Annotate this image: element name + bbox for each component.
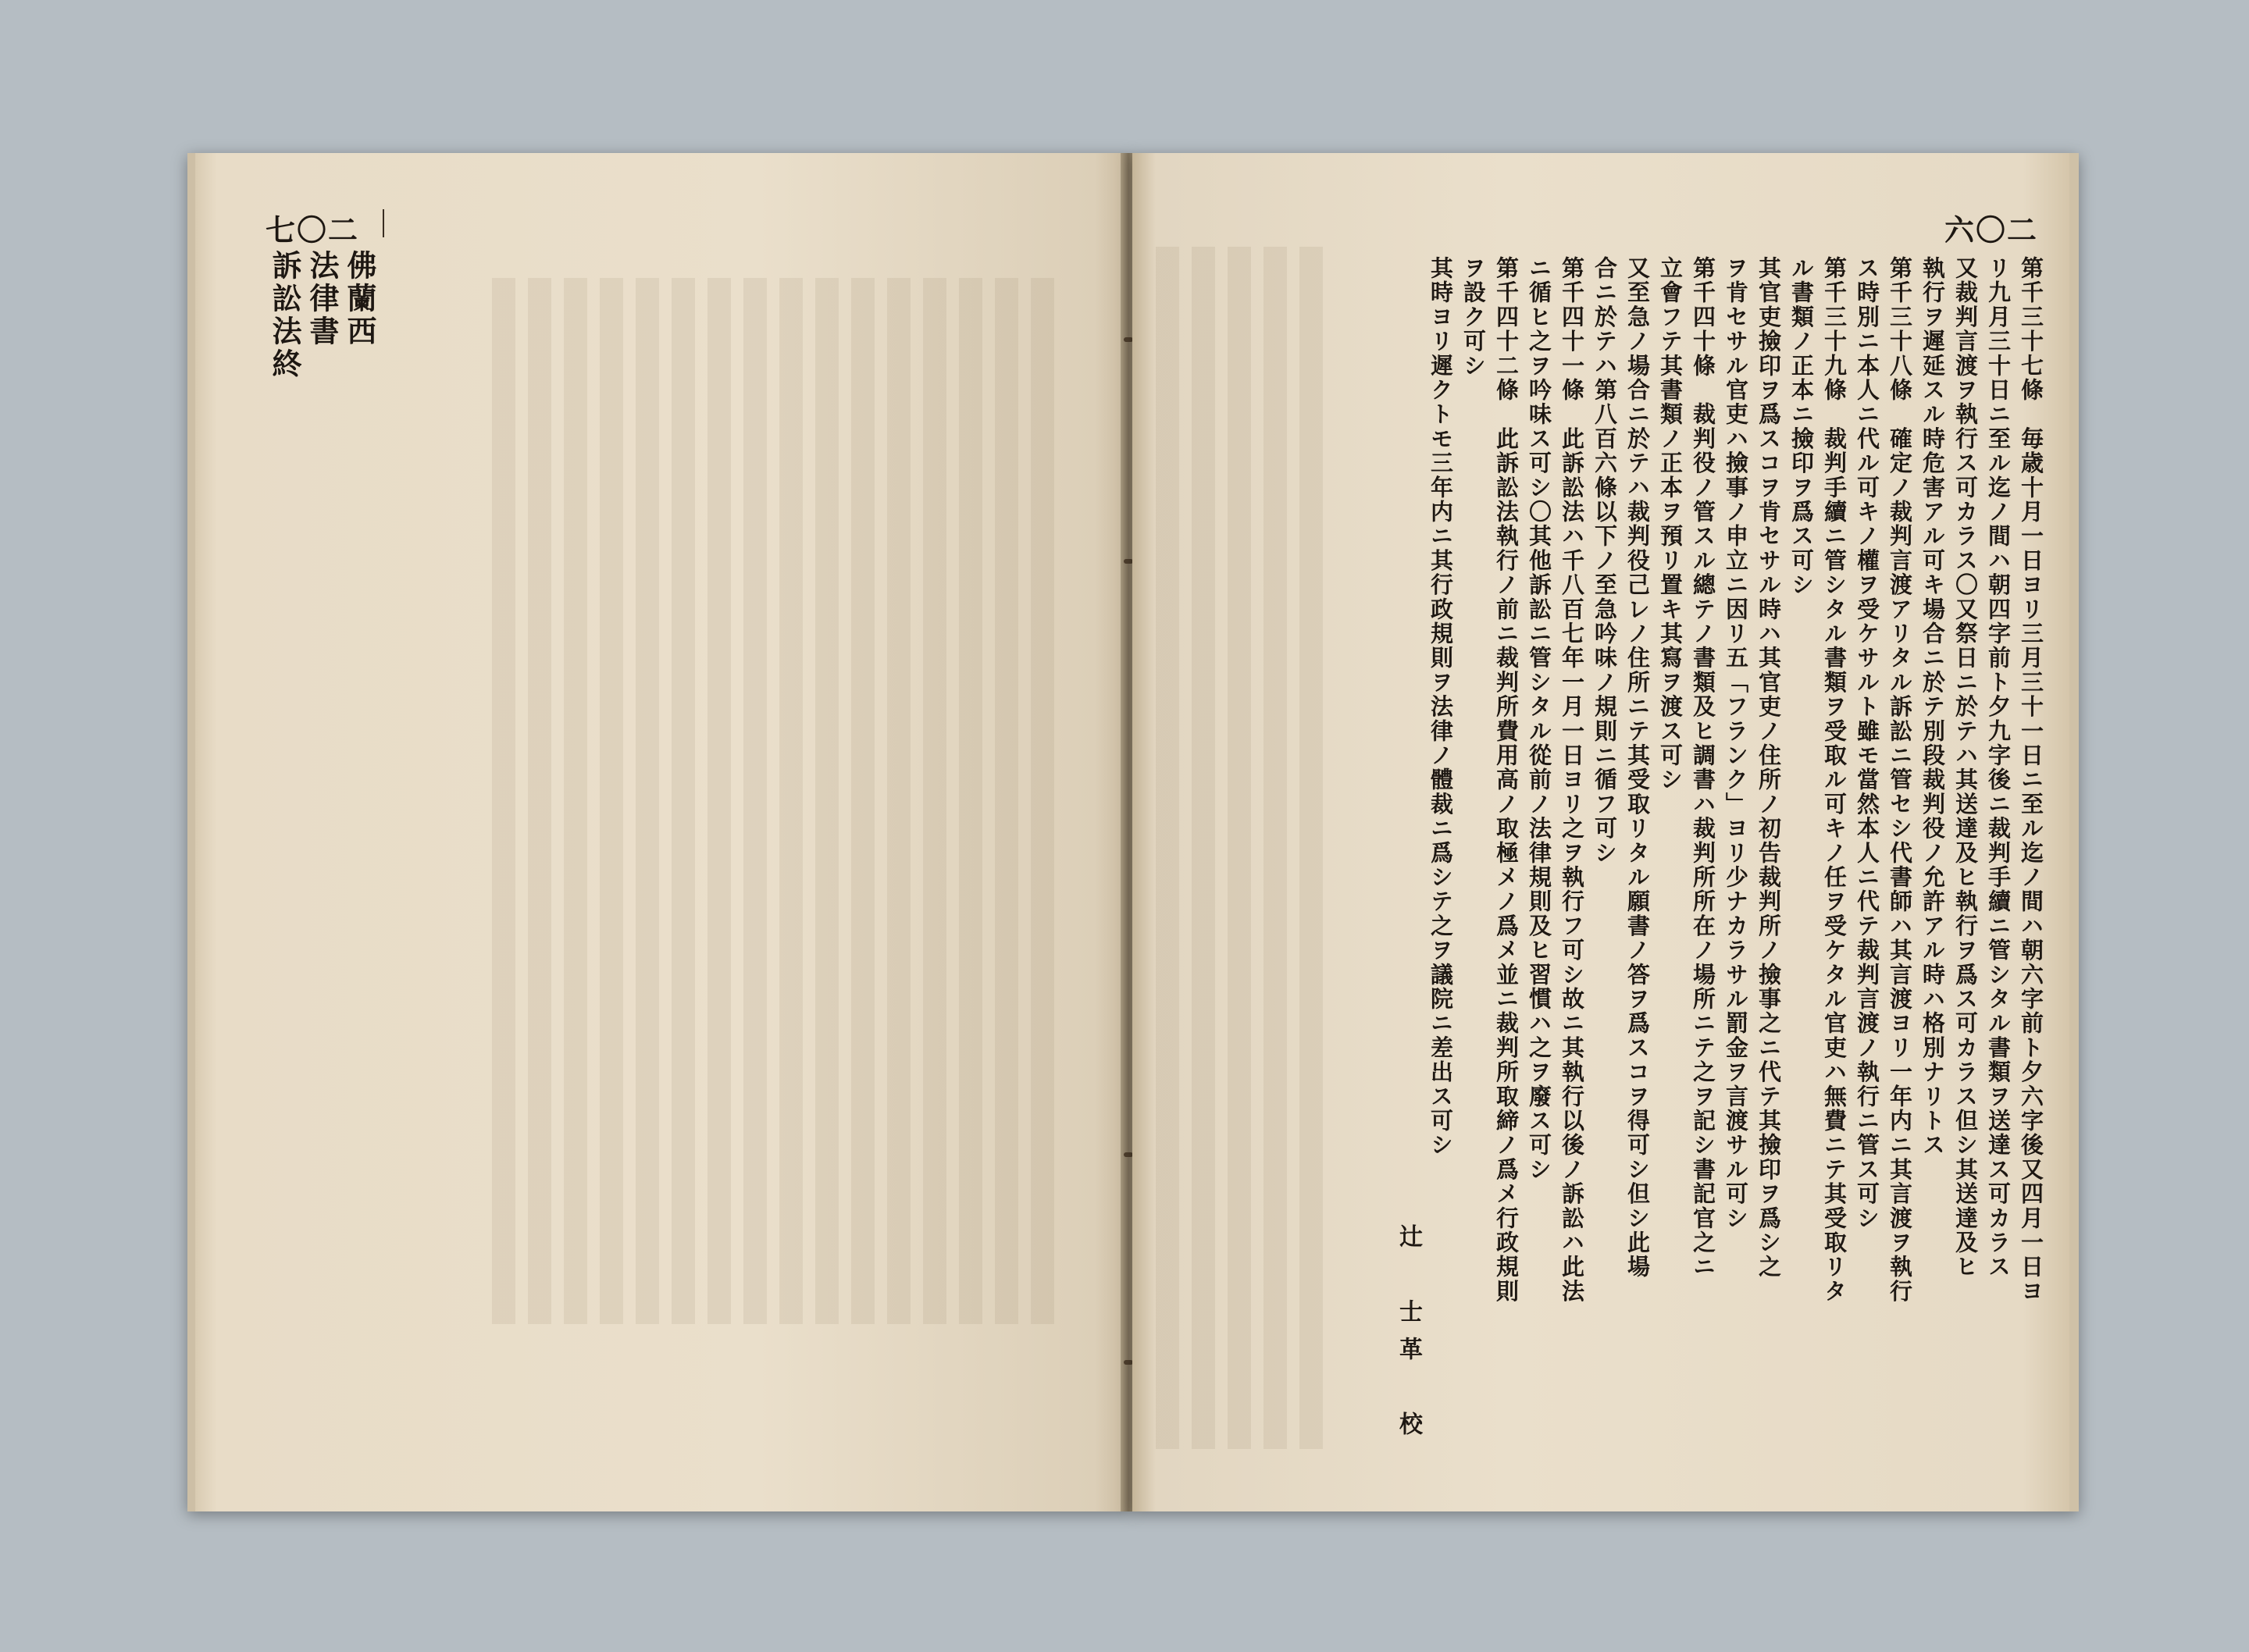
article-text [1392, 256, 2048, 1474]
end-title-line-3: 訴訟法終 [267, 250, 302, 381]
right-page-number: 六〇二 [1944, 212, 2038, 247]
text-column: ス時別ニ本人ニ代ル可キノ權ヲ受ケサルト雖モ當然本人ニ代テ裁判言渡ノ執行ニ管ス可シ [1854, 256, 1880, 1230]
text-column: 合ニ於テハ第八百六條以下ノ至急吟味ノ規則ニ循フ可シ [1591, 256, 1618, 866]
text-column: 又至急ノ場合ニ於テハ裁判役己レノ住所ニテ其受取リタル願書ノ答ヲ爲スコヲ得可シ但シ此場 [1624, 256, 1651, 1280]
text-column: 又裁判言渡ヲ執行ス可カラス〇又祭日ニ於テハ其送達及ヒ執行ヲ爲ス可カラス但シ其送達及ヒ [1952, 256, 1979, 1280]
left-page [187, 153, 1132, 1511]
text-column: ニ循ヒ之ヲ吟味ス可シ〇其他訴訟ニ管シタル從前ノ法律規則及ヒ習慣ハ之ヲ廢ス可シ [1526, 256, 1552, 1182]
text-column: 第千三十八條 確定ノ裁判言渡アリタル訴訟ニ管セシ代書師ハ其言渡ヨリ一年内ニ其言渡ヲ執行 [1887, 256, 1913, 1304]
bleed-through-text [492, 278, 1054, 1324]
open-book [187, 153, 2069, 1511]
text-column: 第千三十九條 裁判手續ニ管シタル書類ヲ受取ル可キノ任ヲ受ケタル官吏ハ無費ニテ其受取リタ [1821, 256, 1848, 1304]
end-title [266, 250, 378, 381]
right-page [1132, 153, 2079, 1511]
text-column: 其時ヨリ遲クトモ三年内ニ其行政規則ヲ法律ノ體裁ニ爲シテ之ヲ議院ニ差出ス可シ [1427, 256, 1454, 1158]
bleed-through-text [1156, 247, 1328, 1449]
text-column: ヲ設ク可シ [1460, 256, 1487, 378]
end-title-line-2: 法律書 [305, 250, 340, 348]
text-column: 第千四十二條 此訴訟法執行ノ前ニ裁判所費用高ノ取極メノ爲メ並ニ裁判所取締ノ爲メ行政規則 [1493, 256, 1520, 1304]
left-page-number: 七〇二 [266, 212, 360, 247]
text-column: 其官吏撿印ヲ爲スコヲ肯セサル時ハ其官吏ノ住所ノ初告裁判所ノ撿事之ニ代テ其撿印ヲ爲シ之 [1755, 256, 1782, 1280]
text-column: 執行ヲ遲延スル時危害アル可キ場合ニ於テ別段裁判役ノ允許アル時ハ格別ナリトス [1919, 256, 1946, 1158]
text-column: 第千四十一條 此訴訟法ハ千八百七年一月一日ヨリ之ヲ執行フ可シ故ニ其執行以後ノ訴訟ハ此法 [1559, 256, 1585, 1304]
text-column: 第千四十條 裁判役ノ管スル總テノ書類及ヒ調書ハ裁判所所在ノ場所ニテ之ヲ記シ書記官之ニ [1690, 256, 1716, 1280]
page-mark [383, 209, 384, 237]
text-column: ヲ肯セサル官吏ハ撿事ノ申立ニ因リ五「フランク」ヨリ少ナカラサル罰金ヲ言渡サル可シ [1723, 256, 1749, 1230]
proofreader-signature: 辻 士革 校 [1395, 1224, 1422, 1449]
text-column: ル書類ノ正本ニ撿印ヲ爲ス可シ [1788, 256, 1815, 597]
text-column: リ九月三十日ニ至ル迄ノ間ハ朝四字前ト夕九字後ニ裁判手續ニ管シタル書類ヲ送達ス可カラス [1985, 256, 2012, 1280]
text-column: 第千三十七條 毎歳十月一日ヨリ三月三十一日ニ至ル迄ノ間ハ朝六字前ト夕六字後又四月一日ヨ [2018, 256, 2044, 1304]
text-column: 立會フテ其書類ノ正本ヲ預リ置キ其寫ヲ渡ス可シ [1657, 256, 1684, 792]
end-title-line-1: 佛蘭西 [342, 250, 377, 348]
